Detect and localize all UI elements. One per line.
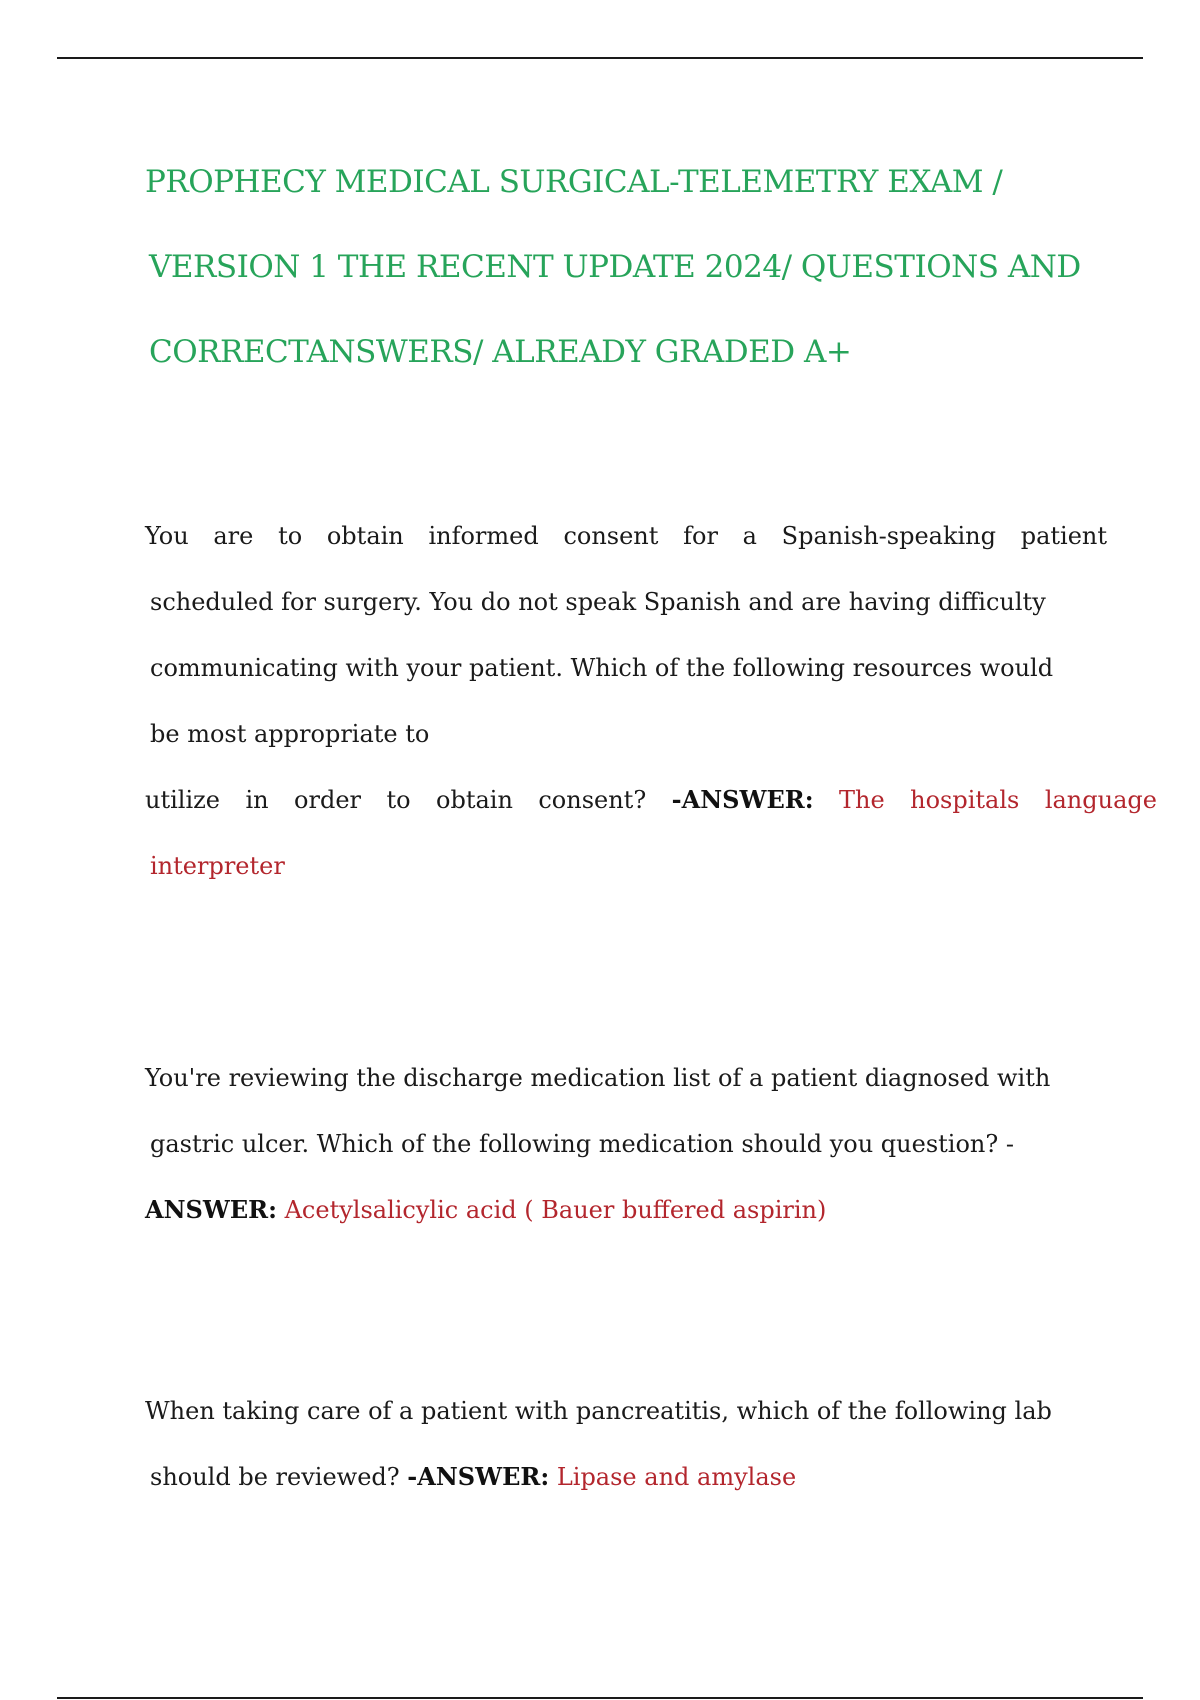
- q2-line-2: gastric ulcer. Which of the following medication should you question? -: [150, 1130, 1014, 1158]
- q1-word: Spanish-speaking: [781, 522, 996, 550]
- q3-line-1: When taking care of a patient with pancreatitis, which of the following lab: [145, 1397, 1052, 1425]
- q2-answer-line: [145, 1177, 1107, 1243]
- answer-word: language: [1044, 786, 1157, 814]
- q3-line-2: [145, 1444, 1107, 1510]
- q1-word: obtain: [326, 522, 404, 550]
- q1-line-4: be most appropriate to: [150, 720, 430, 748]
- q1-word: are: [213, 522, 254, 550]
- question-block-3: [145, 1378, 1107, 1510]
- q2-line-1: You're reviewing the discharge medication list of a patient diagnosed with: [145, 1064, 1051, 1092]
- question-block-2: [145, 1045, 1107, 1243]
- question-block-1: [145, 503, 1157, 899]
- q1-word: informed: [428, 522, 539, 550]
- answer-label: -ANSWER:: [407, 1462, 550, 1491]
- q1-word: to: [278, 522, 303, 550]
- q1-word: patient: [1020, 522, 1107, 550]
- title-line-3: CORRECTANSWERS/ ALREADY GRADED A+: [149, 334, 852, 370]
- q1-word: a: [742, 522, 757, 550]
- answer-word: The: [839, 786, 885, 814]
- q1-word: You: [145, 522, 189, 550]
- q1-word: utilize: [145, 786, 220, 814]
- q1-word: order: [294, 786, 361, 814]
- q1-word: consent: [563, 522, 659, 550]
- answer-word: hospitals: [910, 786, 1020, 814]
- q1-word: in: [245, 786, 269, 814]
- q1-line-3: communicating with your patient. Which of the following resources would: [150, 654, 1054, 682]
- answer-label: -ANSWER:: [671, 785, 814, 814]
- document-title: [145, 140, 1145, 395]
- answer-text: Lipase and amylase: [556, 1463, 797, 1491]
- answer-label: ANSWER:: [145, 1195, 277, 1224]
- question-text: should be reviewed?: [150, 1463, 400, 1491]
- title-line-2: VERSION 1 THE RECENT UPDATE 2024/ QUESTIONS AND: [149, 249, 1081, 285]
- q1-word: obtain: [436, 786, 513, 814]
- answer-text: interpreter: [150, 852, 285, 880]
- q1-word: for: [683, 522, 718, 550]
- q1-word: to: [386, 786, 411, 814]
- q1-line-2: scheduled for surgery. You do not speak Spanish and are having difficulty: [150, 588, 1046, 616]
- title-line-1: PROPHECY MEDICAL SURGICAL-TELEMETRY EXAM /: [145, 164, 1003, 200]
- q1-line-5: [145, 767, 1157, 833]
- bottom-rule: [57, 1697, 1143, 1699]
- answer-text: Acetylsalicylic acid ( Bauer buffered aspirin): [284, 1196, 827, 1224]
- top-rule: [57, 57, 1143, 59]
- q1-word: consent?: [538, 786, 647, 814]
- q1-line-1: [145, 503, 1107, 569]
